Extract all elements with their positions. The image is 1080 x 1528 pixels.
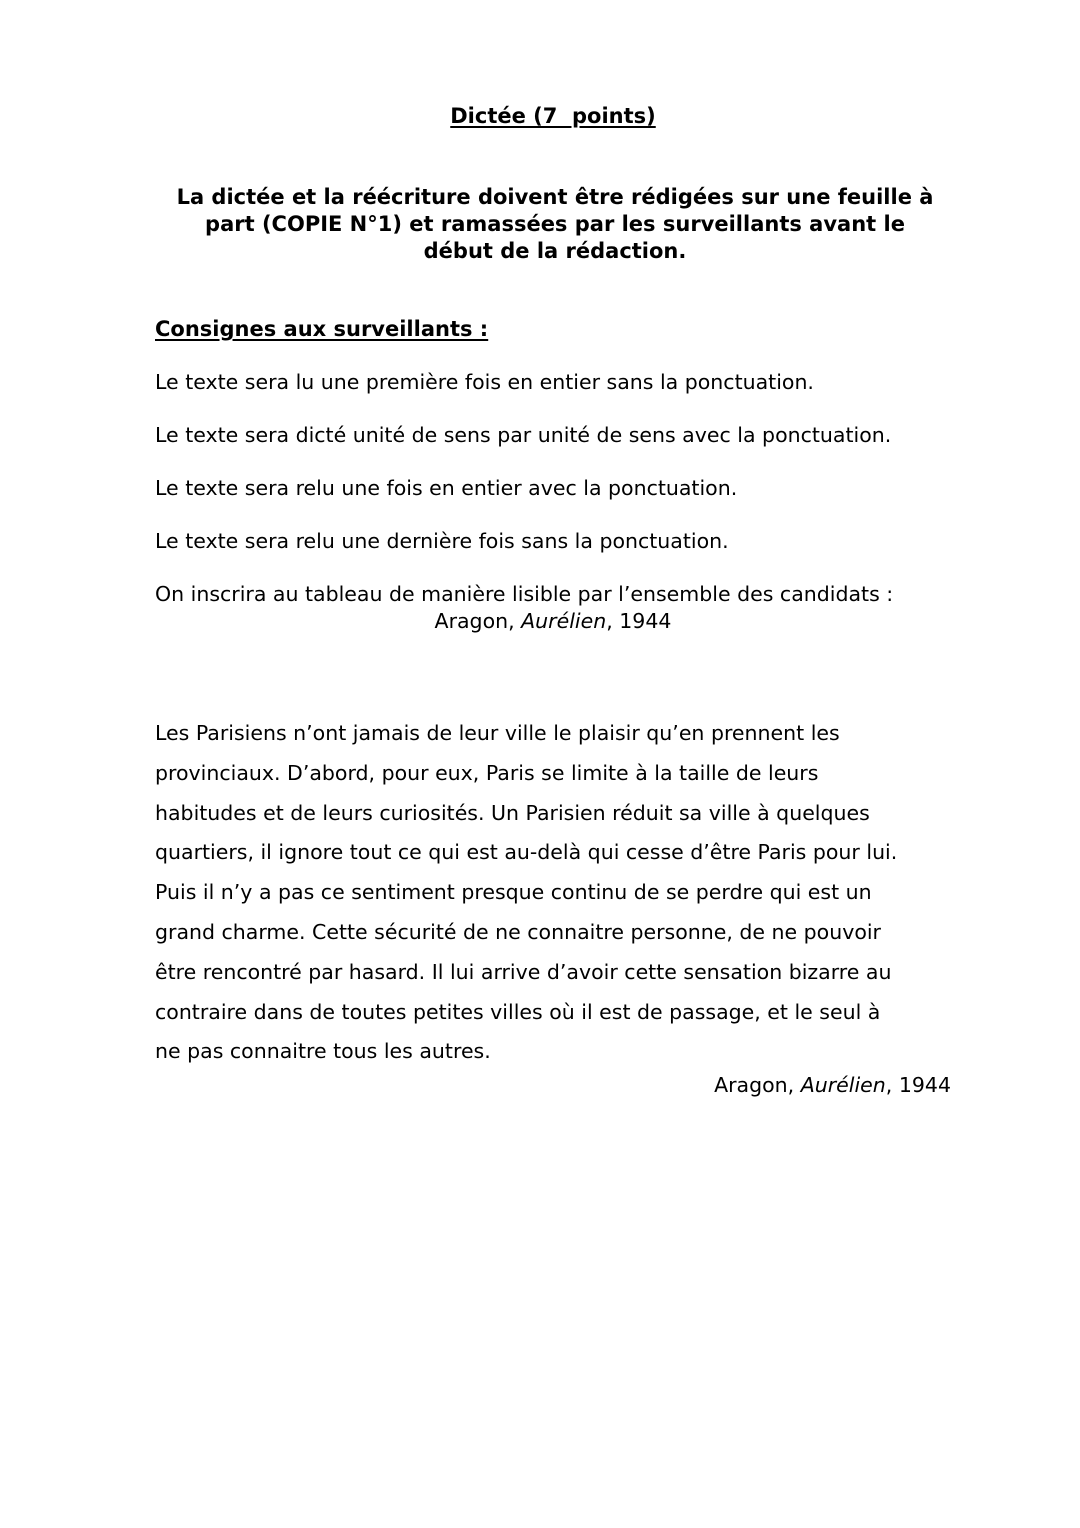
consigne-item: Le texte sera relu une dernière fois sans la ponctuation. [155,529,729,553]
dictation-reference [155,1073,951,1097]
reference-author: Aragon, [714,1073,801,1097]
dictation-line: quartiers, il ignore tout ce qui est au-delà qui cesse d’être Paris pour lui. [155,840,898,865]
consignes-heading: Consignes aux surveillants : [155,317,489,341]
dictation-line: contraire dans de toutes petites villes où il est de passage, et le seul à [155,999,881,1024]
dictation-line: provinciaux. D’abord, pour eux, Paris se limite à la taille de leurs [155,760,819,785]
reference-year: , 1944 [606,609,672,633]
consigne-item: Le texte sera lu une première fois en entier sans la ponctuation. [155,370,814,394]
instructions-block [155,184,955,265]
instructions-line: part (COPIE N°1) et ramassées par les surveillants avant le [205,212,905,236]
dictation-line: grand charme. Cette sécurité de ne connaitre personne, de ne pouvoir [155,919,881,944]
dictation-text [155,714,965,1072]
page-title: Dictée (7 points) [450,104,656,128]
dictation-line: être rencontré par hasard. Il lui arrive d’avoir cette sensation bizarre au [155,959,892,984]
instructions-line: début de la rédaction. [423,239,687,263]
consigne-item: Le texte sera relu une fois en entier avec la ponctuation. [155,476,738,500]
reference-author: Aragon, [434,609,522,633]
consigne-item: Le texte sera dicté unité de sens par unité de sens avec la ponctuation. [155,423,892,447]
reference-work: Aurélien [800,1073,886,1097]
board-reference [155,609,951,633]
reference-year: , 1944 [885,1073,951,1097]
instructions-line: La dictée et la réécriture doivent être rédigées sur une feuille à [176,185,934,209]
dictation-line: habitudes et de leurs curiosités. Un Parisien réduit sa ville à quelques [155,800,870,825]
consigne-item: On inscrira au tableau de manière lisible par l’ensemble des candidats : [155,582,894,606]
reference-work: Aurélien [521,609,607,633]
dictation-line: Les Parisiens n’ont jamais de leur ville le plaisir qu’en prennent les [155,721,840,745]
dictation-line: Puis il n’y a pas ce sentiment presque continu de se perdre qui est un [155,880,872,905]
dictation-line: ne pas connaitre tous les autres. [155,1039,491,1064]
